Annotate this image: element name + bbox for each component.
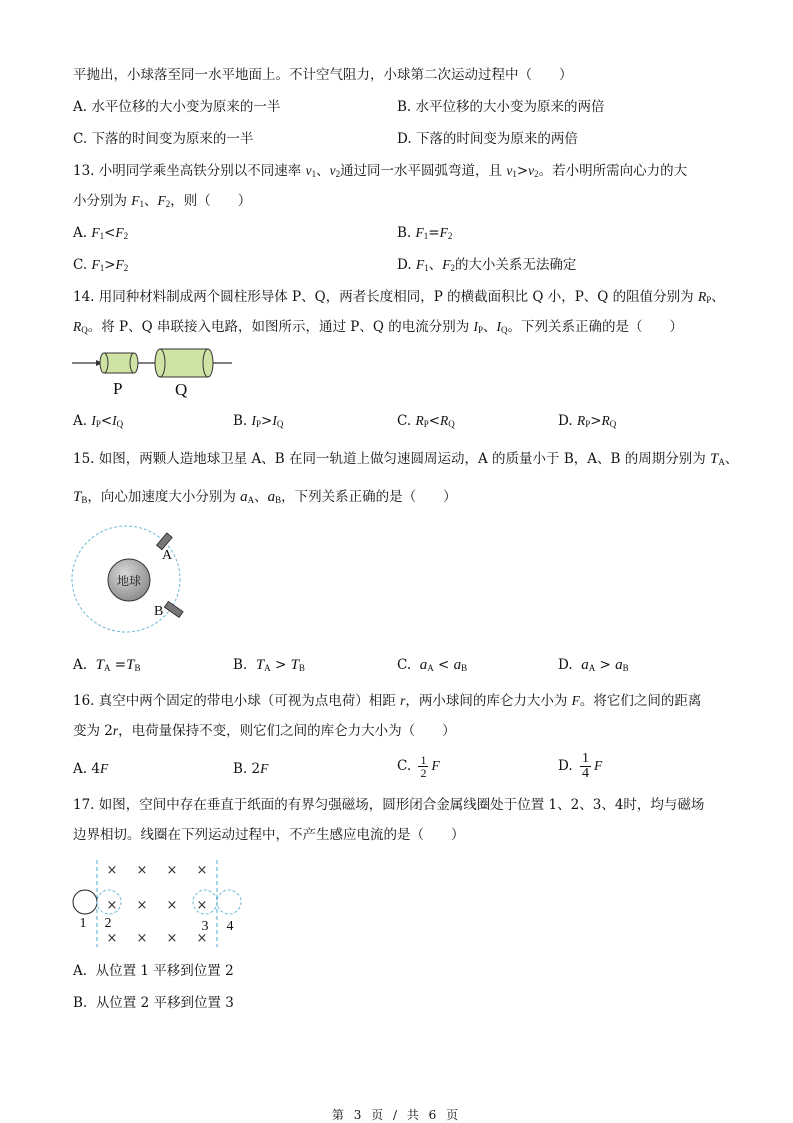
- q12-option-c: C. 下落的时间变为原来的一半: [73, 131, 254, 147]
- svg-text:×: ×: [106, 863, 118, 878]
- q14-option-b: B. $I_P>I_Q$: [233, 413, 284, 429]
- svg-text:2: 2: [104, 916, 112, 931]
- svg-text:B: B: [154, 604, 164, 619]
- svg-text:×: ×: [136, 863, 148, 878]
- q13-option-d: D. $F_1$、$F_2$的大小关系无法确定: [397, 257, 577, 273]
- q17-option-a: A. 从位置 1 平移到位置 2: [73, 963, 234, 979]
- q15-option-a: A. $T_A =T_B$: [73, 657, 141, 673]
- q16-option-b: B. 2F: [233, 761, 269, 777]
- q16-option-d: D. $\frac{1}{4}$ F: [558, 751, 603, 781]
- q13-option-b: B. $F_1=F_2$: [397, 225, 453, 241]
- svg-text:×: ×: [136, 931, 148, 946]
- q16-stem-line1: 16. 真空中两个固定的带电小球（可视为点电荷）相距 r，两小球间的库仑力大小为 F。将它们之间的距离: [73, 693, 702, 709]
- svg-text:×: ×: [196, 863, 208, 878]
- q12-option-a: A. 水平位移的大小变为原来的一半: [73, 99, 281, 115]
- svg-text:1: 1: [79, 916, 87, 931]
- svg-text:×: ×: [196, 931, 208, 946]
- svg-text:×: ×: [106, 931, 118, 946]
- conductor-p: [100, 353, 138, 373]
- svg-text:×: ×: [166, 898, 178, 913]
- q14-stem-line1: 14. 用同种材料制成两个圆柱形导体 P、Q，两者长度相同，P 的横截面积比 Q 小，P、Q 的阻值分别为 $R_P$、: [73, 289, 725, 305]
- svg-text:3: 3: [201, 919, 209, 934]
- q15-option-d: D. $a_A > a_B$: [558, 657, 629, 673]
- svg-text:×: ×: [166, 931, 178, 946]
- label-q: Q: [175, 380, 188, 399]
- svg-text:×: ×: [136, 898, 148, 913]
- svg-text:地球: 地球: [116, 574, 142, 588]
- svg-text:×: ×: [106, 898, 118, 913]
- q12-option-b: B. 水平位移的大小变为原来的两倍: [397, 99, 605, 115]
- q16-option-c: C. $\frac{1}{2}$ F: [397, 753, 440, 780]
- q14-option-a: A. $I_P<I_Q$: [73, 413, 124, 429]
- coil-position-1: [73, 890, 97, 914]
- svg-text:×: ×: [196, 898, 208, 913]
- q14-option-d: D. $R_P>R_Q$: [558, 413, 617, 429]
- q17-stem-line1: 17. 如图，空间中存在垂直于纸面的有界匀强磁场，圆形闭合金属线圈处于位置 1、2、3、4时，均与磁场: [73, 797, 705, 813]
- q15-option-b: B. $T_A > T_B$: [233, 657, 305, 673]
- q17-magnetic-field-figure: [70, 855, 250, 950]
- label-p: P: [113, 379, 123, 398]
- svg-text:A: A: [162, 548, 173, 563]
- q12-option-d: D. 下落的时间变为原来的两倍: [397, 131, 578, 147]
- q13-stem-line2: 小分别为 $F_1$、$F_2$，则（ ）: [73, 193, 252, 209]
- coil-position-4: [217, 890, 241, 914]
- q15-satellite-figure: [70, 522, 190, 637]
- q12-stem-tail: 平抛出，小球落至同一水平地面上。不计空气阻力，小球第二次运动过程中（ ）: [73, 67, 573, 83]
- q14-option-c: C. $R_P<R_Q$: [397, 413, 455, 429]
- q15-stem-line1: 15. 如图，两颗人造地球卫星 A、B 在同一轨道上做匀速圆周运动，A 的质量小于 B，A、B 的周期分别为 $T_A$、: [73, 451, 739, 467]
- q15-stem-line2: $T_B$，向心加速度大小分别为 $a_A$、$a_B$，下列关系正确的是（ ）: [73, 489, 457, 505]
- conductor-q: [155, 349, 213, 377]
- q17-stem-line2: 边界相切。线圈在下列运动过程中，不产生感应电流的是（ ）: [73, 827, 465, 843]
- page-number-footer: 第 3 页 / 共 6 页: [331, 1108, 462, 1122]
- svg-text:4: 4: [226, 919, 234, 934]
- q13-option-c: C. $F_1>F_2$: [73, 257, 129, 273]
- q13-option-a: A. $F_1<F_2$: [73, 225, 129, 241]
- field-cross-marks: [104, 863, 208, 946]
- q15-option-c: C. $a_A < a_B$: [397, 657, 468, 673]
- q16-stem-line2: 变为 2r，电荷量保持不变，则它们之间的库仑力大小为（ ）: [73, 723, 456, 739]
- svg-text:×: ×: [166, 863, 178, 878]
- q13-stem-line1: 13. 小明同学乘坐高铁分别以不同速率 $v_1$、$v_2$通过同一水平圆弧弯道，且 $v_1>v_2$。若小明所需向心力的大: [73, 163, 688, 179]
- q14-stem-line2: $R_Q$。将 P、Q 串联接入电路，如图所示，通过 P、Q 的电流分别为 $I_P$、$I_Q$。下列关系正确的是（ ）: [73, 319, 684, 335]
- q16-option-a: A. 4F: [73, 761, 109, 777]
- q17-option-b: B. 从位置 2 平移到位置 3: [73, 995, 234, 1011]
- q14-conductor-figure: [70, 345, 240, 400]
